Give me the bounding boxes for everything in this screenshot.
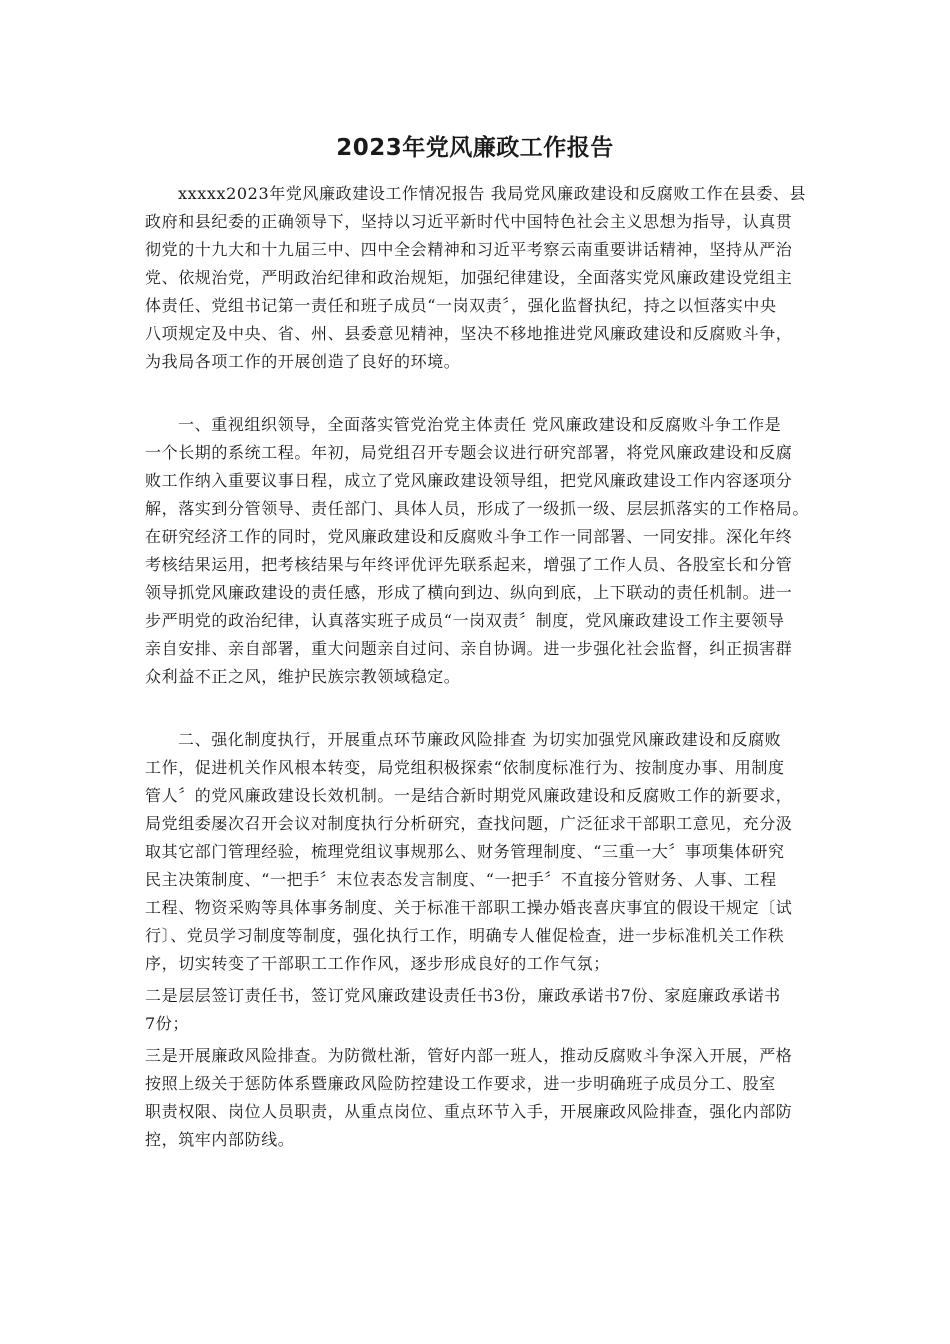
paragraph-line: 工作，促进机关作风根本转变，局党组积极探索“依制度标准行为、按制度办事、用制度 <box>145 758 785 777</box>
paragraph-line: 管人〞的党风廉政建设长效机制。一是结合新时期党风廉政建设和反腐败工作的新要求， <box>145 786 793 805</box>
paragraph-line: 政府和县纪委的正确领导下，坚持以习近平新时代中国特色社会主义思想为指导，认真贯 <box>145 212 793 231</box>
paragraph-line: 众利益不正之风，维护民族宗教领域稳定。 <box>145 667 461 686</box>
paragraph-line: 考核结果运用，把考核结果与年终评优评先联系起来，增强了工作人员、各股室长和分管 <box>145 555 793 574</box>
paragraph-line: 彻党的十九大和十九届三中、四中全会精神和习近平考察云南重要讲话精神，坚持从严治 <box>145 240 793 259</box>
document-title: 2023年党风廉政工作报告 <box>336 135 614 161</box>
paragraph-line: xxxxx2023年党风廉政建设工作情况报告 我局党风廉政建设和反腐败工作在县委、县 <box>178 184 807 203</box>
paragraph-line: 控，筑牢内部防线。 <box>145 1130 295 1149</box>
paragraph-line: 职责权限、岗位人员职责，从重点岗位、重点环节入手，开展廉政风险排查，强化内部防 <box>145 1102 793 1121</box>
paragraph-line: 步严明党的政治纪律，认真落实班子成员“一岗双责〞制度，党风廉政建设工作主要领导 <box>145 611 785 630</box>
paragraph-line: 亲自安排、亲自部署，重大问题亲自过问、亲自协调。进一步强化社会监督，纠正损害群 <box>145 639 793 658</box>
paragraph-line: 取其它部门管理经验，梳理党组议事规那么、财务管理制度、“三重一大〞事项集体研究 <box>145 842 785 861</box>
paragraph-line: 二、强化制度执行，开展重点环节廉政风险排查 为切实加强党风廉政建设和反腐败 <box>178 730 782 749</box>
paragraph-line: 在研究经济工作的同时，党风廉政建设和反腐败斗争工作一同部署、一同安排。深化年终 <box>145 527 793 546</box>
paragraph-line: 领导抓党风廉政建设的责任感，形成了横向到边、纵向到底，上下联动的责任机制。进一 <box>145 583 793 602</box>
paragraph-line: 为我局各项工作的开展创造了良好的环境。 <box>145 352 461 371</box>
paragraph-line: 体责任、党组书记第一责任和班子成员“一岗双责〞，强化监督执纪，持之以恒落实中央 <box>145 296 777 315</box>
paragraph-line: 败工作纳入重要议事日程，成立了党风廉政建设领导组，把党风廉政建设工作内容逐项分 <box>145 471 793 490</box>
paragraph-line: 民主决策制度、“一把手〞末位表态发言制度、“一把手〞不直接分管财务、人事、工程 <box>145 870 777 889</box>
paragraph-line: 二是层层签订责任书，签订党风廉政建设责任书3份，廉政承诺书7份、家庭廉政承诺书 <box>145 986 781 1005</box>
paragraph-line: 八项规定及中央、省、州、县委意见精神，坚决不移地推进党风廉政建设和反腐败斗争， <box>145 324 793 343</box>
paragraph-line: 解，落实到分管领导、责任部门、具体人员，形成了一级抓一级、层层抓落实的工作格局。 <box>145 499 810 518</box>
paragraph-line: 一个长期的系统工程。年初，局党组召开专题会议进行研究部署，将党风廉政建设和反腐 <box>145 443 793 462</box>
paragraph-line: 党、依规治党，严明政治纪律和政治规矩，加强纪律建设，全面落实党风廉政建设党组主 <box>145 268 793 287</box>
paragraph-line: 序，切实转变了干部职工工作作风，逐步形成良好的工作气氛； <box>145 954 610 973</box>
paragraph-line: 局党组委屡次召开会议对制度执行分析研究，查找问题，广泛征求干部职工意见，充分汲 <box>145 814 793 833</box>
paragraph-line: 行〕、党员学习制度等制度，强化执行工作，明确专人催促检查，进一步标准机关工作秩 <box>145 926 785 945</box>
paragraph-line: 三是开展廉政风险排查。为防微杜渐，管好内部一班人，推动反腐败斗争深入开展，严格 <box>145 1046 793 1065</box>
paragraph-line: 一、重视组织领导，全面落实管党治党主体责任 党风廉政建设和反腐败斗争工作是 <box>178 415 782 434</box>
paragraph-line: 工程、物资采购等具体事务制度、关于标准干部职工操办婚丧喜庆事宜的假设干规定〔试 <box>145 898 793 917</box>
paragraph-line: 按照上级关于惩防体系暨廉政风险防控建设工作要求，进一步明确班子成员分工、股室 <box>145 1074 776 1093</box>
paragraph-line: 7份； <box>145 1014 189 1033</box>
